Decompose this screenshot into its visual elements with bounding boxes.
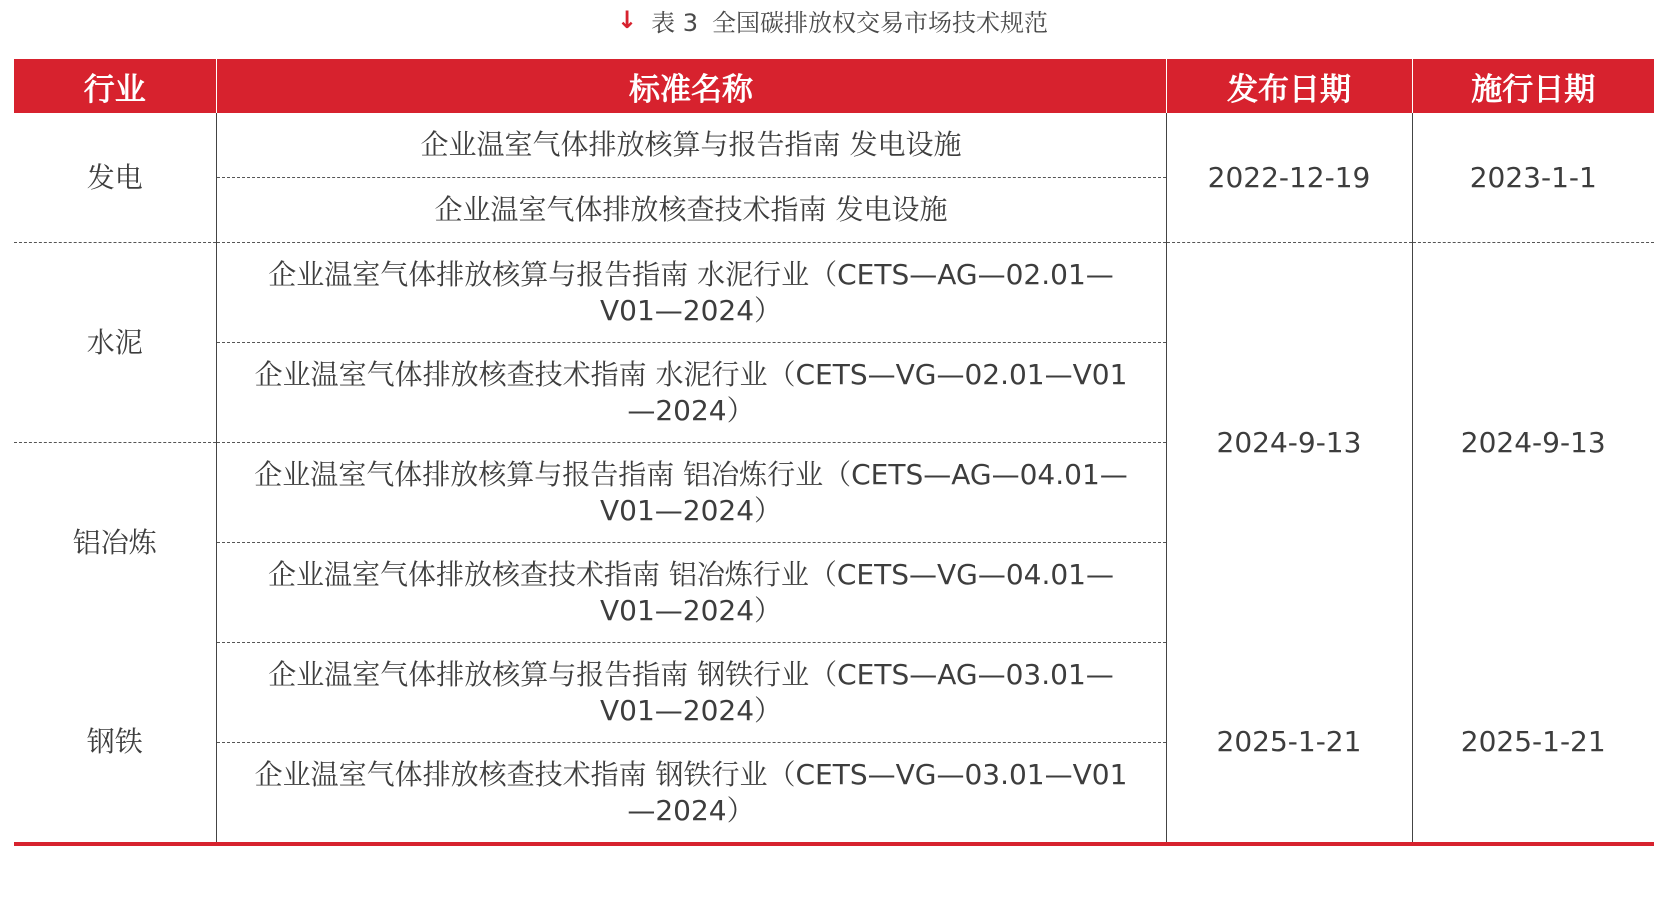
- industry-cell: 铝冶炼: [14, 443, 216, 643]
- header-publish-date: 发布日期: [1166, 59, 1412, 113]
- industry-cell: 水泥: [14, 243, 216, 443]
- arrow-down-icon: ↓: [616, 6, 638, 34]
- table-caption: [0, 0, 1665, 40]
- standard-name-cell: 企业温室气体排放核查技术指南 水泥行业（CETS—VG—02.01—V01—2024）: [216, 343, 1166, 443]
- standard-name-cell: 企业温室气体排放核查技术指南 铝冶炼行业（CETS—VG—04.01—V01—2024）: [216, 543, 1166, 643]
- effective-date-cell: 2023-1-1: [1412, 113, 1654, 243]
- effective-date-cell: 2024-9-13: [1460, 425, 1606, 459]
- header-effective-date: 施行日期: [1412, 59, 1654, 113]
- table-row: [14, 643, 1654, 743]
- standard-name-cell: 企业温室气体排放核查技术指南 发电设施: [216, 178, 1166, 243]
- publish-date-cell: 2024-9-13: [1166, 243, 1412, 643]
- publish-date-cell: 2025-1-21: [1166, 643, 1412, 845]
- standard-name-cell: 企业温室气体排放核算与报告指南 水泥行业（CETS—AG—02.01—V01—2024）: [216, 243, 1166, 343]
- table-row: [14, 113, 1654, 178]
- table-number: 表 3: [651, 8, 698, 37]
- table-row: [14, 243, 1654, 343]
- standard-name-cell: 企业温室气体排放核查技术指南 钢铁行业（CETS—VG—03.01—V01—2024）: [216, 743, 1166, 845]
- table-header-row: [14, 59, 1654, 113]
- standard-name-cell: 企业温室气体排放核算与报告指南 发电设施: [216, 113, 1166, 178]
- publish-date-cell: 2022-12-19: [1166, 113, 1412, 243]
- standard-name-cell: 企业温室气体排放核算与报告指南 钢铁行业（CETS—AG—03.01—V01—2024）: [216, 643, 1166, 743]
- standards-table: [14, 59, 1654, 846]
- header-industry: 行业: [14, 59, 216, 113]
- effective-date-cell: 2025-1-21: [1412, 643, 1654, 845]
- header-standard-name: 标准名称: [216, 59, 1166, 113]
- industry-cell: 钢铁: [14, 643, 216, 845]
- industry-cell: 发电: [14, 113, 216, 243]
- standard-name-cell: 企业温室气体排放核算与报告指南 铝冶炼行业（CETS—AG—04.01—V01—2024）: [216, 443, 1166, 543]
- table-title: 全国碳排放权交易市场技术规范: [712, 8, 1048, 37]
